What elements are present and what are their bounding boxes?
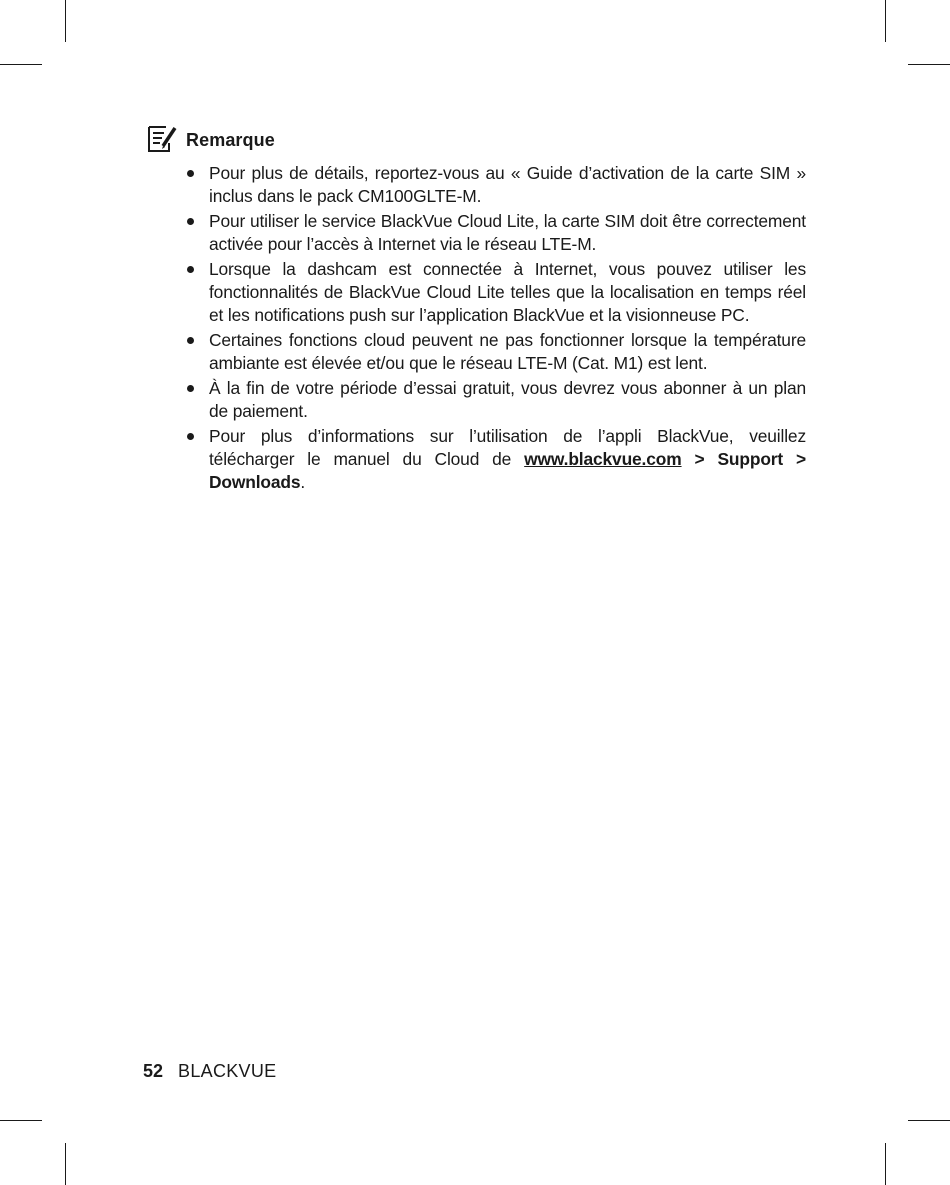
support-downloads-path: > Support > Downloads [209,449,806,492]
crop-mark-bottom-right-vertical [885,1143,886,1185]
sentence-end: . [300,472,306,492]
note-pencil-icon [146,124,178,156]
crop-mark-bottom-left-vertical [65,1143,66,1185]
brand-name: BLACKVUE [178,1061,277,1081]
page-footer [143,1061,276,1082]
crop-mark-top-left-vertical [65,0,66,42]
crop-mark-top-right-horizontal [908,64,950,65]
note-item-trial-subscription: À la ﬁn de votre période d’essai gratuit, vous devrez vous abonner à un plan de paiement. [146,377,806,423]
crop-mark-bottom-right-horizontal [908,1120,950,1121]
manual-download-text: Pour plus d’informations sur l’utilisation de l’appli BlackVue, veuillez télécharger le manuel du Cloud de [209,426,806,469]
note-item-manual-download [146,425,806,494]
note-item-cloud-features: Lorsque la dashcam est connectée à Internet, vous pouvez utiliser les fonctionnalités de BlackVue Cloud Lite telles que la localisation en temps réel et les notiﬁcations push sur l’application BlackVue et la visionneuse PC. [146,258,806,327]
note-list [146,162,806,494]
note-title: Remarque [186,129,275,150]
crop-mark-top-left-horizontal [0,64,42,65]
page-number: 52 [143,1061,164,1081]
note-header [146,124,806,156]
crop-mark-bottom-left-horizontal [0,1120,42,1121]
note-item-cloud-limitations: Certaines fonctions cloud peuvent ne pas fonctionner lorsque la température ambiante est élevée et/ou que le réseau LTE-M (Cat. M1) est lent. [146,329,806,375]
note-item-sim-activation: Pour utiliser le service BlackVue Cloud Lite, la carte SIM doit être correctement activée pour l’accès à Internet via le réseau LTE-M. [146,210,806,256]
remark-note [146,124,806,496]
blackvue-website-link[interactable]: www.blackvue.com [524,449,682,469]
crop-mark-top-right-vertical [885,0,886,42]
note-item-sim-guide: Pour plus de détails, reportez-vous au « Guide d’activation de la carte SIM » inclus dans le pack CM100GLTE-M. [146,162,806,208]
